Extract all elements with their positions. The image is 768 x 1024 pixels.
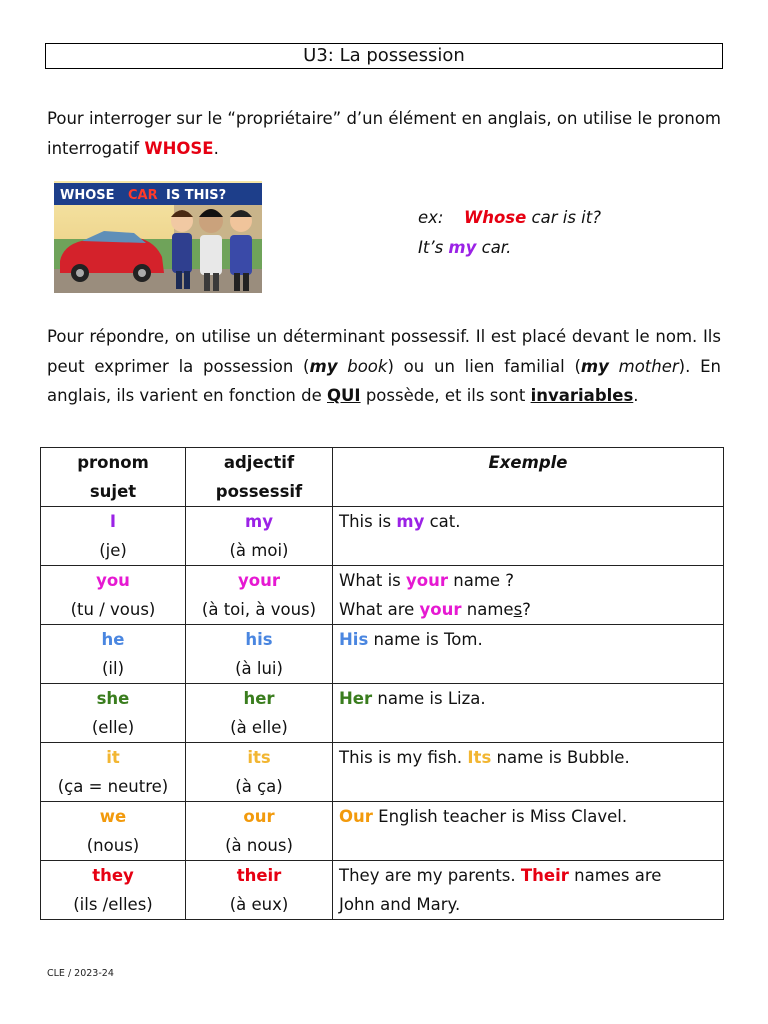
pronoun-cell (41, 507, 186, 566)
pronoun-translation: (ça = neutre) (57, 777, 169, 796)
explanation-text-1: Pour répondre, on utilise un déterminant possessif. Il est placé devant le nom. Ils peut exprimer la possession ( (47, 327, 721, 376)
example-line (339, 684, 723, 713)
example-text: names are (568, 866, 662, 885)
example-line (339, 802, 723, 831)
table-row (41, 507, 724, 566)
example-text: ? (522, 600, 531, 619)
table-row (41, 625, 724, 684)
pronoun-cell (41, 684, 186, 743)
table-row (41, 802, 724, 861)
example-answer (418, 233, 601, 263)
pronoun-translation: (nous) (86, 836, 140, 855)
possessive-table (40, 447, 724, 920)
explanation-text-2: ) ou un lien familial ( (387, 356, 581, 376)
example-text: This is my fish. (339, 748, 468, 767)
header-sujet: sujet (89, 482, 137, 501)
header-exemple: Exemple (333, 448, 724, 507)
example-highlight: Its (467, 748, 492, 767)
example-answer-rest: car. (476, 238, 512, 257)
example-text: name ? (448, 571, 515, 590)
pronoun-cell (41, 743, 186, 802)
whose-car-illustration (54, 181, 262, 293)
example-text: English teacher is Miss Clavel. (372, 807, 628, 826)
example-text: They are my parents. (339, 866, 521, 885)
pronoun-translation: (elle) (91, 718, 135, 737)
adjective-translation: (à eux) (229, 895, 289, 914)
adjective-cell (186, 625, 333, 684)
example-highlight: my (396, 512, 425, 531)
example-text: name is Bubble. (491, 748, 630, 767)
explanation-text-5: . (633, 386, 639, 405)
pronoun-cell (41, 861, 186, 920)
pronoun: it (106, 748, 120, 767)
intro-paragraph (47, 104, 721, 163)
pronoun: she (96, 689, 130, 708)
adjective-translation: (à nous) (225, 836, 293, 855)
banner-word-1: WHOSE (60, 188, 115, 203)
example-text: name (461, 600, 514, 619)
explanation-book: book (337, 356, 388, 376)
page-title: U3: La possession (45, 43, 723, 69)
adjective-translation: (à moi) (229, 541, 289, 560)
intro-end: . (213, 138, 219, 158)
adjective-cell (186, 802, 333, 861)
pronoun-cell (41, 625, 186, 684)
adjective-translation: (à elle) (230, 718, 288, 737)
example-highlight: Our (339, 807, 373, 826)
example-line (339, 743, 723, 772)
example-cell (333, 684, 724, 743)
table-row (41, 861, 724, 920)
example-text: What is (339, 571, 407, 590)
example-text: What are (339, 600, 420, 619)
example-line (339, 566, 723, 595)
adjective-cell (186, 566, 333, 625)
header-pronom-sujet (41, 448, 186, 507)
banner-word-2: CAR (128, 188, 158, 203)
explanation-invariables: invariables (530, 386, 634, 405)
explanation-qui: QUI (327, 386, 361, 405)
adjective-translation: (à toi, à vous) (201, 600, 317, 619)
example-text: name is Tom. (368, 630, 483, 649)
explanation-my-2: my (580, 356, 609, 376)
example-cell (333, 507, 724, 566)
example-highlight: Her (339, 689, 373, 708)
adjective-cell (186, 743, 333, 802)
pronoun-cell (41, 802, 186, 861)
example-line (339, 890, 723, 919)
pronoun-translation: (tu / vous) (70, 600, 156, 619)
example-answer-start: It’s (418, 238, 449, 257)
example-label: ex: (418, 208, 444, 227)
example-line (339, 861, 723, 890)
possessive-adjective: their (236, 866, 282, 885)
example-my: my (448, 238, 477, 257)
pronoun-translation: (je) (99, 541, 127, 560)
example-highlight: your (419, 600, 462, 619)
pronoun: we (99, 807, 127, 826)
possessive-adjective: his (245, 630, 273, 649)
example-line (339, 507, 723, 536)
footer-text: CLE / 2023-24 (47, 968, 114, 979)
header-possessif: possessif (215, 482, 303, 501)
example-whose: Whose (464, 208, 527, 227)
example-cell (333, 861, 724, 920)
example-block (418, 203, 601, 263)
example-highlight: Their (520, 866, 569, 885)
pronoun: you (96, 571, 130, 590)
adjective-cell (186, 861, 333, 920)
pronoun: he (101, 630, 125, 649)
example-text: This is (339, 512, 397, 531)
example-cell (333, 566, 724, 625)
explanation-mother: mother (608, 356, 679, 376)
banner-word-3: IS THIS? (166, 188, 227, 203)
example-line (339, 625, 723, 654)
example-line (339, 595, 723, 624)
pronoun-cell (41, 566, 186, 625)
explanation-my-1: my (309, 356, 338, 376)
example-question-rest: car is it? (526, 208, 601, 227)
possessive-adjective: your (238, 571, 280, 590)
example-cell (333, 743, 724, 802)
example-underlined: s (513, 600, 523, 619)
possessive-adjective: its (247, 748, 271, 767)
example-text: John and Mary. (339, 895, 461, 914)
example-cell (333, 802, 724, 861)
table-header-row (41, 448, 724, 507)
pronoun-translation: (ils /elles) (73, 895, 153, 914)
example-question (418, 203, 601, 233)
explanation-text-4: possède, et ils sont (360, 386, 531, 405)
table-row (41, 684, 724, 743)
adjective-translation: (à lui) (235, 659, 283, 678)
example-highlight: His (339, 630, 369, 649)
example-highlight: your (406, 571, 449, 590)
adjective-cell (186, 507, 333, 566)
pronoun: I (109, 512, 117, 531)
header-pronom: pronom (77, 453, 149, 472)
adjective-cell (186, 684, 333, 743)
header-adjectif: adjectif (223, 453, 295, 472)
example-text: name is Liza. (372, 689, 486, 708)
pronoun-translation: (il) (101, 659, 125, 678)
pronoun: they (92, 866, 134, 885)
explanation-text-3: ). En anglais, ils varient en fonction de (47, 356, 721, 405)
possessive-adjective: her (243, 689, 275, 708)
whose-keyword: WHOSE (144, 138, 214, 158)
explanation-paragraph (47, 322, 721, 411)
possessive-adjective: my (245, 512, 273, 531)
possessive-adjective: our (243, 807, 275, 826)
header-adjectif-possessif (186, 448, 333, 507)
intro-text: Pour interroger sur le “propriétaire” d’un élément en anglais, on utilise le pronom interrogatif (47, 109, 721, 158)
example-cell (333, 625, 724, 684)
table-row (41, 743, 724, 802)
table-body (41, 507, 724, 920)
cartoon-image (54, 181, 262, 293)
example-text: cat. (424, 512, 461, 531)
table-row (41, 566, 724, 625)
adjective-translation: (à ça) (235, 777, 283, 796)
